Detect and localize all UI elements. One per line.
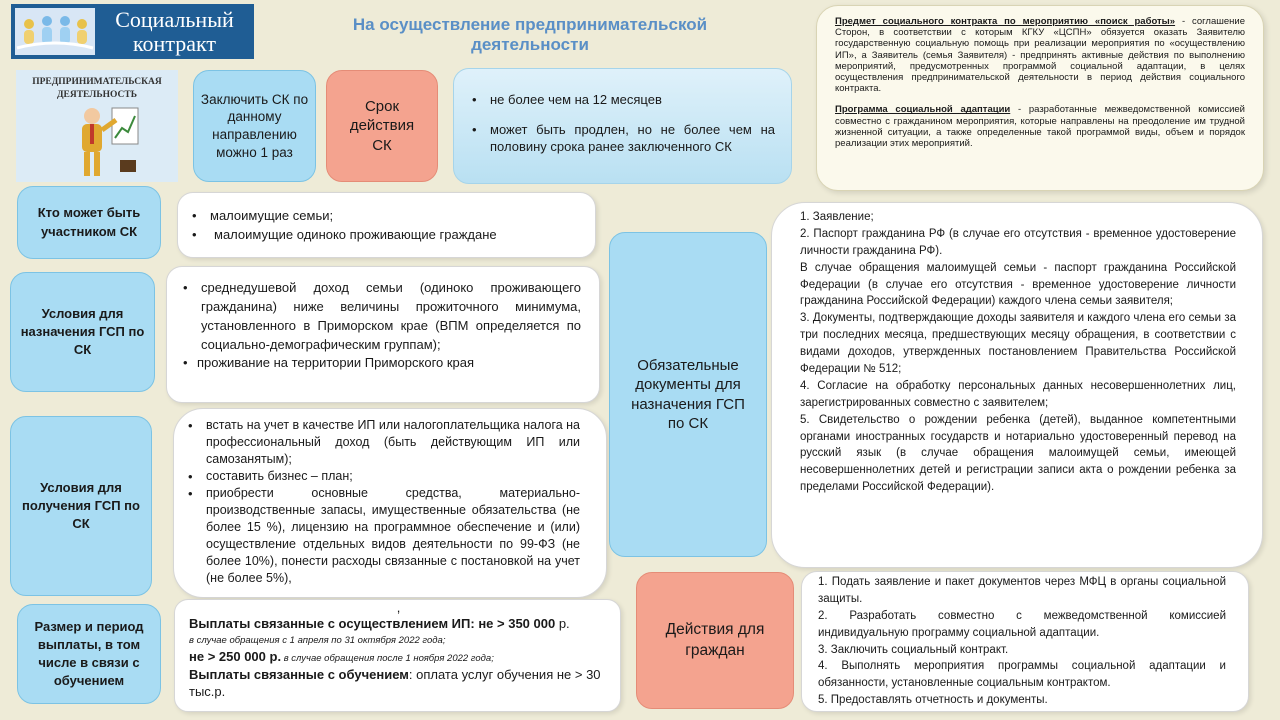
doc-item: 4. Согласие на обработку персональных данных несовершеннолетних лиц, зарегистрированных совместно с заявителем; — [800, 379, 1236, 409]
action-item: 1. Подать заявление и пакет документов через МФЦ в органы социальной защиты. — [818, 576, 1226, 605]
page-title: На осуществление предпринимательской деятельности — [352, 15, 708, 54]
payments-ip-value: : не > 350 000 — [470, 616, 556, 631]
doc-item: В случае обращения малоимущей семьи - паспорт гражданина Российской Федерации (в случае его отсутствия - временное удостоверение личности гражданина Российской Федерации) каждого члена семьи заявителя; — [800, 261, 1236, 308]
action-item: 3. Заключить социальный контракт. — [818, 643, 1009, 656]
payments-ip-note: в случае обращения с 1 апреля по 31 октября 2022 года; — [189, 634, 446, 646]
term-item: • может быть продлен, но не более чем на половину срока ранее заключенного СК — [464, 121, 775, 156]
logo — [11, 4, 254, 59]
conditions-receive-label-box — [10, 416, 152, 596]
conditions-receive-item: • встать на учет в качестве ИП или налогоплательщика налога на профессиональный доход (быть действующим ИП или самозанятым); — [180, 417, 580, 468]
action-item: 4. Выполнять мероприятия программы социальной адаптации и обязанности, установленные социальным контрактом. — [818, 660, 1226, 690]
conditions-receive-label: Условия для получения ГСП по СК — [22, 479, 140, 532]
businessman-icon — [16, 102, 178, 182]
payments-ip-unit: р. — [555, 616, 570, 631]
program-definition — [835, 104, 1245, 149]
actions-items-box — [801, 571, 1249, 712]
doc-item: 2. Паспорт гражданина РФ (в случае его отсутствия - временное удостоверение личности гражданина РФ). — [800, 227, 1236, 257]
doc-item: 1. Заявление; — [800, 211, 874, 223]
payments-ip-note2: в случае обращения после 1 ноября 2022 года; — [281, 652, 494, 664]
conditions-receive-item: • приобрести основные средства, материально-производственные запасы, имущественные обязательства (не более 15 %), лицензию на программное обеспечение и (или) осуществление отдельных видов деятельности по 99-ФЗ (не более 10%), понести расходы связанные с постановкой на учет (не более 5%), — [180, 485, 580, 587]
conclude-once-box — [193, 70, 316, 182]
payments-ip-line2 — [189, 648, 608, 666]
action-item: 5. Предоставлять отчетность и документы. — [818, 694, 1048, 707]
actions-label-box — [636, 572, 794, 709]
docs-label-box — [609, 232, 767, 557]
who-label-box — [17, 186, 161, 259]
subject-definition — [835, 16, 1245, 94]
conditions-assign-item: • среднедушевой доход семьи (одиноко проживающего гражданина) ниже величины прожиточного минимума, установленного в Приморском крае (ВПМ определяется по социально-демографическим группам); — [175, 279, 581, 354]
conditions-receive-item: • составить бизнес – план; — [180, 468, 580, 485]
docs-label: Обязательные документы для назначения ГСП по СК — [631, 356, 745, 432]
payments-ip-value2: не > 250 000 р. — [189, 648, 282, 664]
term-items-box — [453, 68, 792, 184]
term-item: • не более чем на 12 месяцев — [464, 91, 775, 109]
illustration-caption-line2: ДЕЯТЕЛЬНОСТЬ — [56, 90, 137, 101]
logo-line1: Социальный — [115, 7, 234, 33]
illustration — [16, 70, 178, 182]
conditions-assign-label: Условия для назначения ГСП по СК — [20, 305, 145, 358]
doc-item: 5. Свидетельство о рождении ребенка (детей), выданное компетентными органами иностранных государств и нотариально удостоверенный перевод на русский язык (в случае обращения малоимущей семьи, имеющей несовершеннолетних детей и регистрации записи акта о рождении ребенка за пределами Российской Федерации). — [800, 413, 1236, 494]
actions-label: Действия для граждан — [665, 621, 765, 659]
payments-ip-line — [189, 615, 608, 633]
payments-edu-text: : оплата услуг обучения не > 30 тыс.р. — [189, 666, 601, 700]
program-text: - разработанные межведомственной комиссией совместно с гражданином мероприятия, которые направлены на преодоление им трудной жизненной ситуации, а также определенные такой программой виды, объем и порядок реализации этих мероприятий. — [835, 104, 1245, 150]
who-label: Кто может быть участником СК — [37, 205, 141, 239]
logo-people-icon — [15, 8, 95, 55]
subject-term: Предмет социального контракта по мероприятию «поиск работы» — [835, 16, 1176, 27]
term-box — [326, 70, 438, 182]
action-item: 2. Разработать совместно с межведомственной комиссией индивидуальную программу социальной адаптации. — [818, 609, 1226, 639]
logo-line2: контракт — [132, 30, 216, 56]
who-item: • малоимущие семьи; — [184, 207, 579, 226]
payments-edu-label: Выплаты связанные с обучением — [189, 666, 409, 682]
payments-box — [174, 599, 621, 712]
payments-label-box — [17, 604, 161, 704]
conditions-assign-items-box — [166, 266, 600, 403]
subject-text: - соглашение Сторон, в соответствии с которым КГКУ «ЦСПН» обязуется оказать Заявителю государственную социальную помощь при реализации мероприятия по «осуществлению ИП», а Заявитель (семья Заявителя) - предпринять активные действия по выполнению мероприятий, предусмотренных программой социальной адаптации, в целях осуществления предпринимательской деятельности в период действия социального контракта. — [835, 16, 1245, 95]
who-item: • малоимущие одиноко проживающие граждане — [184, 226, 579, 245]
illustration-caption-line1: ПРЕДПРИНИМАТЕЛЬСКАЯ — [32, 77, 162, 87]
payments-ip-label: Выплаты связанные с осуществлением ИП — [189, 616, 471, 631]
payments-comma: , — [396, 600, 401, 615]
docs-items-box — [771, 202, 1263, 568]
term-label: Срок действия СК — [349, 97, 415, 154]
who-items-box — [177, 192, 596, 258]
conditions-assign-item: • проживание на территории Приморского края — [175, 354, 581, 373]
payments-edu-line — [189, 666, 608, 701]
conditions-assign-label-box — [10, 272, 155, 392]
payments-label: Размер и период выплаты, в том числе в связи с обучением — [34, 618, 144, 689]
doc-item: 3. Документы, подтверждающие доходы заявителя и каждого члена его семьи за три последних месяца, предшествующих месяцу обращения, в соответствии с видами доходов, утвержденных постановлением Правительства Российской Федерации № 512; — [800, 312, 1236, 376]
conclude-once-text: Заключить СК по данному направлению можно 1 раз — [200, 91, 309, 160]
definitions-box — [816, 5, 1264, 191]
program-term: Программа социальной адаптации — [835, 104, 1011, 116]
conditions-receive-items-box — [173, 408, 607, 598]
